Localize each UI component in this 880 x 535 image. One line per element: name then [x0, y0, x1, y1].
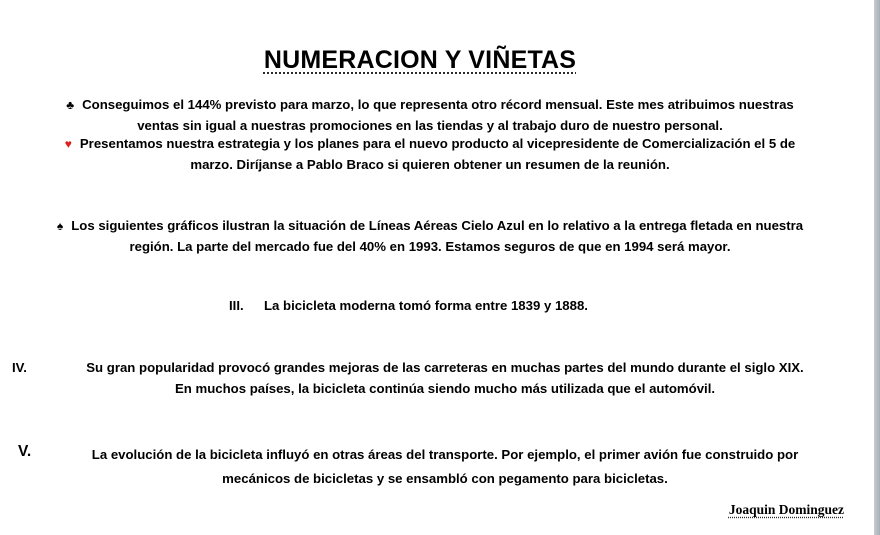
bullet-text-line2: ventas sin igual a nuestras promociones en las tiendas y al trabajo duro de nuestro personal. [137, 117, 723, 133]
list-number-iii: III. [229, 298, 244, 313]
club-icon: ♣ [66, 98, 75, 112]
heart-icon: ♥ [64, 137, 72, 151]
numbered-text-line1: Su gran popularidad provocó grandes mejoras de las carreteras en muchas partes del mundo durante el siglo XIX. [86, 360, 804, 375]
bullet-item-1 [30, 95, 830, 136]
bullet-text-line2: región. La parte del mercado fue del 40% en 1993. Estamos seguros de que en 1994 será mayor. [129, 238, 731, 254]
bullet-text-line2: marzo. Diríjanse a Pablo Braco si quieren obtener un resumen de la reunión. [190, 156, 670, 172]
bullet-text-line1: Los siguientes gráficos ilustran la situación de Líneas Aéreas Cielo Azul en lo relativo a la entrega fletada en nuestra [71, 218, 804, 233]
numbered-item-iii [264, 296, 624, 317]
list-number-iv: IV. [12, 360, 27, 375]
numbered-item-iv [40, 358, 850, 399]
bullet-item-3 [20, 216, 840, 257]
numbered-item-v [40, 443, 850, 491]
numbered-text-line1: La evolución de la bicicleta influyó en otras áreas del transporte. Por ejemplo, el primer avión fue construido por [91, 447, 799, 462]
spade-icon: ♠ [56, 219, 64, 233]
bullet-item-2 [30, 134, 830, 175]
page-edge-shadow [874, 0, 880, 535]
numbered-text-line1: La bicicleta moderna tomó forma entre 1839 y 1888. [264, 298, 588, 313]
bullet-text-line1: Conseguimos el 144% previsto para marzo, lo que representa otro récord mensual. Este mes atribuimos nuestras [82, 97, 794, 112]
numbered-text-line2: En muchos países, la bicicleta continúa siendo mucho más utilizada que el automóvil. [174, 380, 716, 396]
numbered-text-line2: mecánicos de bicicletas y se ensambló con pegamento para bicicletas. [222, 471, 668, 486]
page-title: NUMERACION Y VIÑETAS [263, 46, 577, 74]
list-number-v: V. [18, 443, 32, 460]
bullet-text-line1: Presentamos nuestra estrategia y los planes para el nuevo producto al vicepresidente de Comercialización el 5 de [79, 136, 796, 151]
signature: Joaquin Dominguez [728, 502, 844, 517]
